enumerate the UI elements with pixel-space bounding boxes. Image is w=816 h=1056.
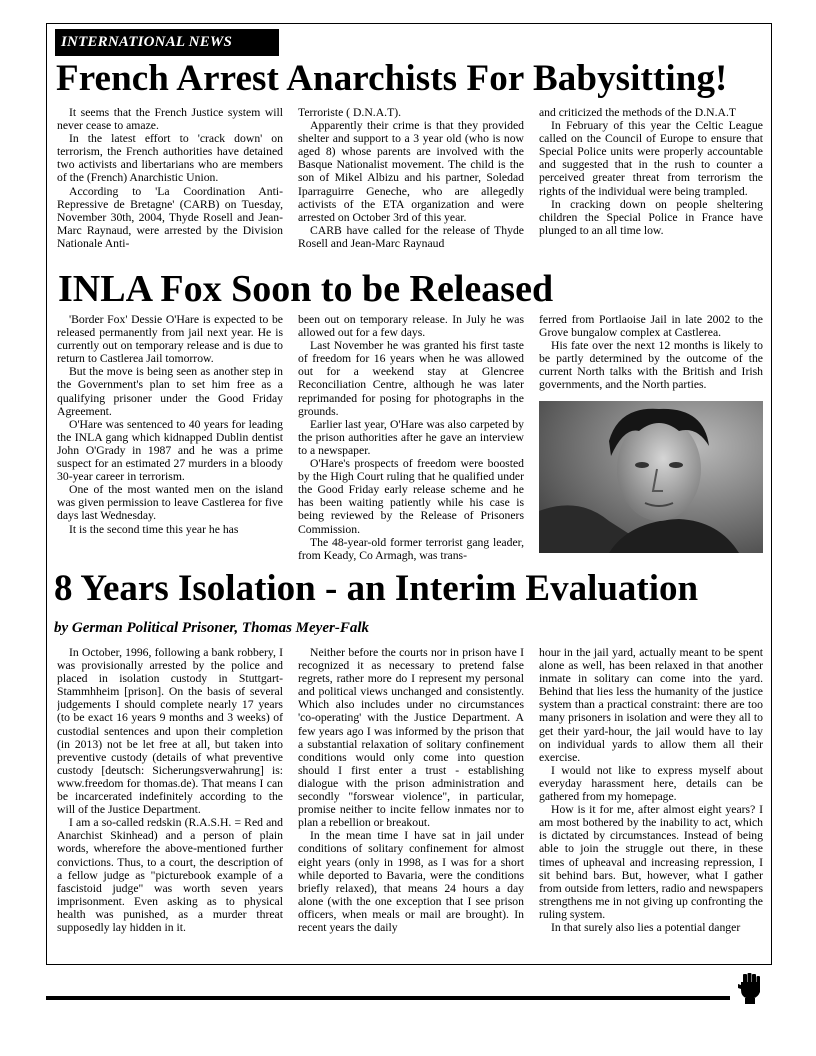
french-column-2 bbox=[298, 106, 524, 266]
section-tag: INTERNATIONAL NEWS bbox=[55, 29, 279, 56]
paragraph: CARB have called for the release of Thyde Rosell and Jean-Marc Raynaud bbox=[298, 223, 524, 250]
paragraph: According to 'La Coordination Anti-Repressive de Bretagne' (CARB) on Tuesday, November 30th, 2004, Thyde Rosell and Jean-Marc Raynaud, were arrested by the Division Nationale Anti- bbox=[57, 184, 283, 250]
bottom-rule bbox=[46, 996, 730, 1000]
paragraph: been out on temporary release. In July he was allowed out for a few days. bbox=[298, 313, 524, 340]
paragraph: In February of this year the Celtic League called on the Council of Europe to ensure that Special Police units were properly accountable and suggested that in the rush to counter a perceived greater threat from terrorism the rights of the individual were being trampled. bbox=[539, 119, 763, 198]
paragraph: Last November he was granted his first taste of freedom for 16 years when he was allowed out for a weekend stay at Glencree Reconciliation Centre, although he was later reprimanded for posing for photographs in the grounds. bbox=[298, 339, 524, 418]
portrait-photo bbox=[539, 401, 763, 553]
paragraph: His fate over the next 12 months is likely to be partly determined by the outcome of the current North talks with the British and Irish governments, and the North parties. bbox=[539, 339, 763, 392]
byline: by German Political Prisoner, Thomas Meyer-Falk bbox=[54, 620, 369, 636]
inla-column-1 bbox=[57, 313, 283, 563]
paragraph: In cracking down on people sheltering children the Special Police in France have plunged to an all time low. bbox=[539, 197, 763, 237]
paragraph: 'Border Fox' Dessie O'Hare is expected to be released permanently from jail next year. He is currently out on temporary release and is due to return to Castlerea Jail tomorrow. bbox=[57, 313, 283, 366]
paragraph: I would not like to express myself about everyday harassment here, details can be gathered from my homepage. bbox=[539, 763, 763, 804]
paragraph: How is it for me, after almost eight years? I am most bothered by the inability to act, which is dictated by circumstances. Instead of being able to join the struggle out there, in these times of upheaval and increasing repression, I sit behind bars. But, however, what I gather from outside from letters, radio and newspapers strengthens me in not giving up confronting the ruling system. bbox=[539, 803, 763, 921]
raised-fist-icon bbox=[736, 972, 764, 1004]
inla-column-3 bbox=[539, 313, 763, 397]
paragraph: It is the second time this year he has bbox=[69, 522, 239, 536]
headline-inla-fox: INLA Fox Soon to be Released bbox=[58, 268, 554, 310]
paragraph: Terroriste ( D.N.A.T). bbox=[298, 106, 402, 119]
paragraph: and criticized the methods of the D.N.A.T bbox=[539, 106, 737, 119]
paragraph: The 48-year-old former terrorist gang leader, from Keady, Co Armagh, was trans- bbox=[298, 535, 524, 562]
paragraph: O'Hare's prospects of freedom were boosted by the High Court ruling that he qualified under the Good Friday early release scheme and he has been waiting patiently while his case is being reviewed by the Release of Prisoners Commission. bbox=[298, 457, 524, 536]
paragraph: In October, 1996, following a bank robbery, I was provisionally arrested by the police and placed in isolation custody in Stuttgart-Stammhheim [prison]. On the basis of several judgements I should complete nearly 17 years (to be exact 16 years 9 months and 3 weeks) of custodial sentences and upon their completion (in 2013) not be let free at all, but taken into preventive custody (details of what preventive custody [deutsch: Sicherungsverwahrung] is: www.freedom for thomas.de). That means I can be incarcerated indefinitely according to the will of the Justice Department. bbox=[57, 646, 283, 817]
paragraph: Neither before the courts nor in prison have I recognized it as necessary to pretend false regrets, rather more do I represent my personal and political views unchanged and consistently. Which also includes under no circumstances 'co-operating' with the Justice Department. A few years ago I was informed by the prison that a substantial relaxation of solitary confinement conditions would only come into question should I first enter a trust - establishing dialogue with the prison administration and secondly "forswear violence", in particular, promise neither to incite fellow inmates nor to plan a rebellion or breakout. bbox=[298, 646, 524, 830]
paragraph: In that surely also lies a potential danger bbox=[551, 920, 741, 934]
paragraph: In the mean time I have sat in jail under conditions of solitary confinement for almost eight years (only in 1998, as I was for a short while deported to Bavaria, were the conditions briefly relaxed), that means 24 hours a day alone (with the one exception that I see prison officers, when meals or mail are brought). In recent years the daily bbox=[298, 829, 524, 934]
paragraph: But the move is being seen as another step in the Government's plan to set him free as a qualifying prisoner under the Good Friday Agreement. bbox=[57, 365, 283, 418]
portrait-image bbox=[539, 401, 763, 553]
isolation-column-3 bbox=[539, 646, 763, 954]
headline-french-arrest: French Arrest Anarchists For Babysitting! bbox=[56, 58, 728, 99]
paragraph: In the latest effort to 'crack down' on terrorism, the French authorities have detained two activists and libertarians who are members of the (French) Anarchistic Union. bbox=[57, 132, 283, 185]
french-column-3 bbox=[539, 106, 763, 266]
headline-isolation: 8 Years Isolation - an Interim Evaluation bbox=[54, 568, 699, 609]
paragraph: Apparently their crime is that they provided shelter and support to a 3 year old (who is now aged 8) whose parents are involved with the Basque Nationalist movement. The child is the son of Mikel Albizu and his partner, Soledad Iparraguirre Geneche, who are allegedly activists of the ETA organization and were arrested on October 3rd of this year. bbox=[298, 119, 524, 224]
french-column-1 bbox=[57, 106, 283, 266]
paragraph: One of the most wanted men on the island was given permission to leave Castlerea for five days last Wednesday. bbox=[57, 483, 283, 523]
paragraph: hour in the jail yard, actually meant to be spent alone as well, has been relaxed in that another inmate in solitary can come into the yard. Behind that lies less the humanity of the justice system than a practical constraint: there are too many prisoners in isolation and were they all to get their yard-hour, the jail would have to lay on individual yards to allow them all their exercise. bbox=[539, 646, 763, 764]
isolation-column-1 bbox=[57, 646, 283, 954]
paragraph: ferred from Portlaoise Jail in late 2002 to the Grove bungalow complex at Castlerea. bbox=[539, 313, 763, 340]
paragraph: Earlier last year, O'Hare was also carpeted by the prison authorities after he gave an interview to a newspaper. bbox=[298, 417, 524, 457]
paragraph: It seems that the French Justice system will never cease to amaze. bbox=[57, 106, 283, 133]
paragraph: I am a so-called redskin (R.A.S.H. = Red and Anarchist Skinhead) and a person of plain words, wherefore the above-mentioned further convictions. Thus, to a court, the description of a fellow judge as "picturebook example of a fascistoid judge" was worth seven years imprisonment. Even asking as to physical health was punished, as a murder threat supposedly lay hidden in it. bbox=[57, 816, 283, 934]
paragraph: O'Hare was sentenced to 40 years for leading the INLA gang which kidnapped Dublin dentist John O'Grady in 1987 and he was a prime suspect for an estimated 27 murders in a bloody 30-year career in terrorism. bbox=[57, 417, 283, 484]
isolation-column-2 bbox=[298, 646, 524, 954]
inla-column-2 bbox=[298, 313, 524, 563]
